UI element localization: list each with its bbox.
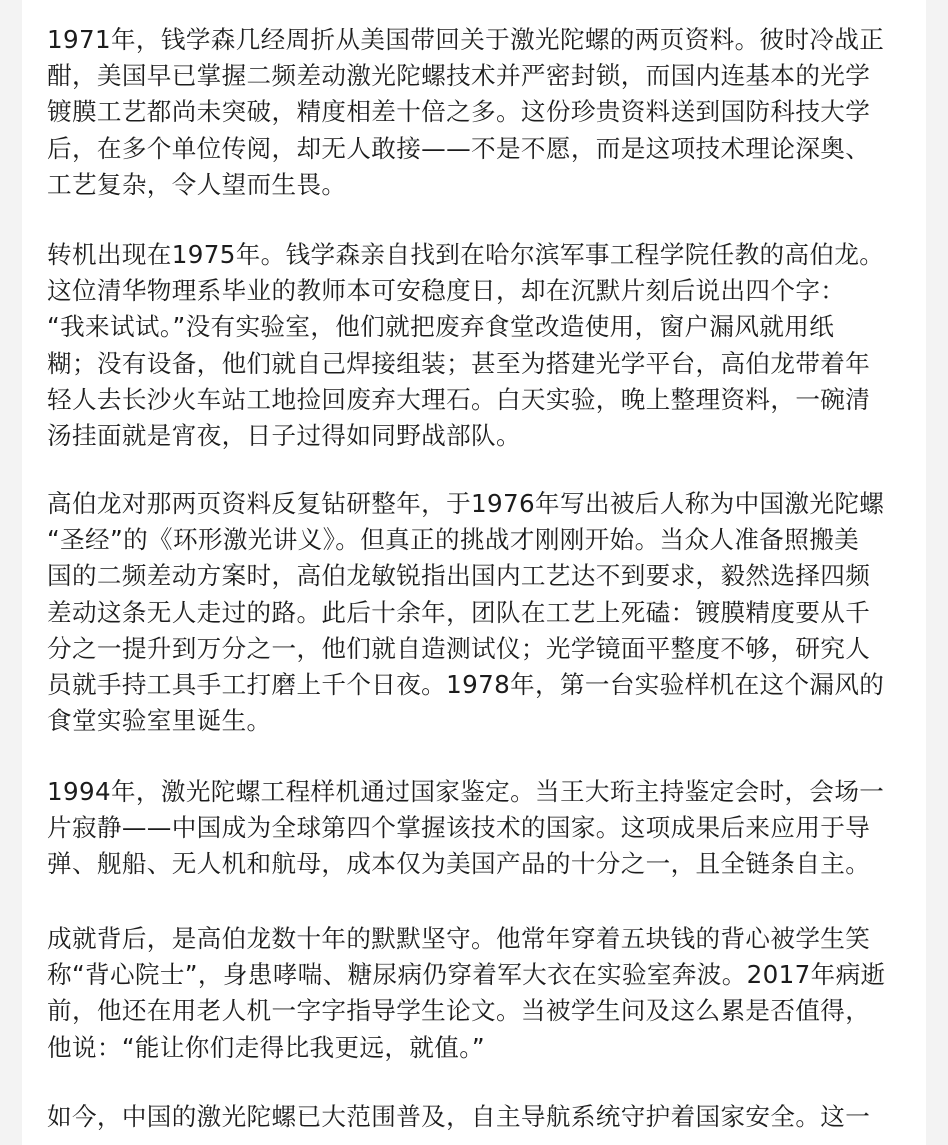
text-line: 1971年，钱学森几经周折从美国带回关于激光陀螺的两页资料。彼时冷战正: [47, 25, 885, 54]
text-line: 国的二频差动方案时，高伯龙敏锐指出国内工艺达不到要求，毅然选择四频: [47, 561, 871, 591]
text-line: 后，在多个单位传阅，却无人敢接——不是不愿，而是这项技术理论深奥、: [47, 133, 871, 163]
text-line: 工艺复杂，令人望而生畏。: [47, 169, 347, 199]
text-line: 1994年，激光陀螺工程样机通过国家鉴定。当王大珩主持鉴定会时，会场一: [47, 777, 885, 806]
text-line: 镀膜工艺都尚未突破，精度相差十倍之多。这份珍贵资料送到国防科技大学: [47, 97, 871, 127]
text-line: 糊；没有设备，他们就自己焊接组装；甚至为搭建光学平台，高伯龙带着年: [47, 348, 871, 378]
paragraph-2: [47, 237, 911, 454]
text-line: 汤挂面就是宵夜，日子过得如同野战部队。: [47, 421, 521, 451]
paragraph-4: [47, 774, 911, 883]
text-line: 转机出现在1975年。钱学森亲自找到在哈尔滨军事工程学院任教的高伯龙。: [47, 240, 885, 269]
text-line: 他说：“能让你们走得比我更远，就值。”: [47, 1032, 485, 1062]
text-line: 高伯龙对那两页资料反复钻研整年，于1976年写出被后人称为中国激光陀螺: [47, 489, 885, 518]
text-line: 员就手持工具手工打磨上千个日夜。1978年，第一台实验样机在这个漏风的: [47, 670, 885, 700]
paragraph-6: [47, 1099, 911, 1135]
text-line: 轻人去长沙火车站工地捡回废弃大理石。白天实验，晚上整理资料，一碗清: [47, 384, 871, 414]
text-line: 差动这条无人走过的路。此后十余年，团队在工艺上死磕：镀膜精度要从千: [47, 597, 871, 627]
paragraph-1: [47, 22, 911, 203]
paragraph-3: [47, 486, 911, 739]
text-line: 成就背后，是高伯龙数十年的默默坚守。他常年穿着五块钱的背心被学生笑: [47, 924, 871, 953]
text-line: 片寂静——中国成为全球第四个掌握该技术的国家。这项成果后来应用于导: [47, 813, 871, 843]
text-line: 前，他还在用老人机一字字指导学生论文。当被学生问及这么累是否值得，: [47, 996, 871, 1026]
text-line: 分之一提升到万分之一，他们就自造测试仪；光学镜面平整度不够，研究人: [47, 633, 871, 663]
text-line: 食堂实验室里诞生。: [47, 706, 272, 736]
text-line: 如今，中国的激光陀螺已大范围普及，自主导航系统守护着国家安全。这一: [47, 1102, 871, 1131]
text-line: 这位清华物理系毕业的教师本可安稳度日，却在沉默片刻后说出四个字：: [47, 276, 846, 306]
text-line: 称“背心院士”，身患哮喘、糖尿病仍穿着军大衣在实验室奔波。2017年病逝: [47, 960, 886, 990]
paragraph-5: [47, 921, 911, 1066]
text-line: “圣经”的《环形激光讲义》。但真正的挑战才刚刚开始。当众人准备照搬美: [47, 525, 860, 555]
article-body: [22, 0, 926, 1145]
text-line: “我来试试。”没有实验室，他们就把废弃食堂改造使用，窗户漏风就用纸: [47, 312, 835, 342]
text-line: 酣，美国早已掌握二频差动激光陀螺技术并严密封锁，而国内连基本的光学: [47, 61, 871, 91]
text-line: 弹、舰船、无人机和航母，成本仅为美国产品的十分之一，且全链条自主。: [47, 849, 871, 879]
